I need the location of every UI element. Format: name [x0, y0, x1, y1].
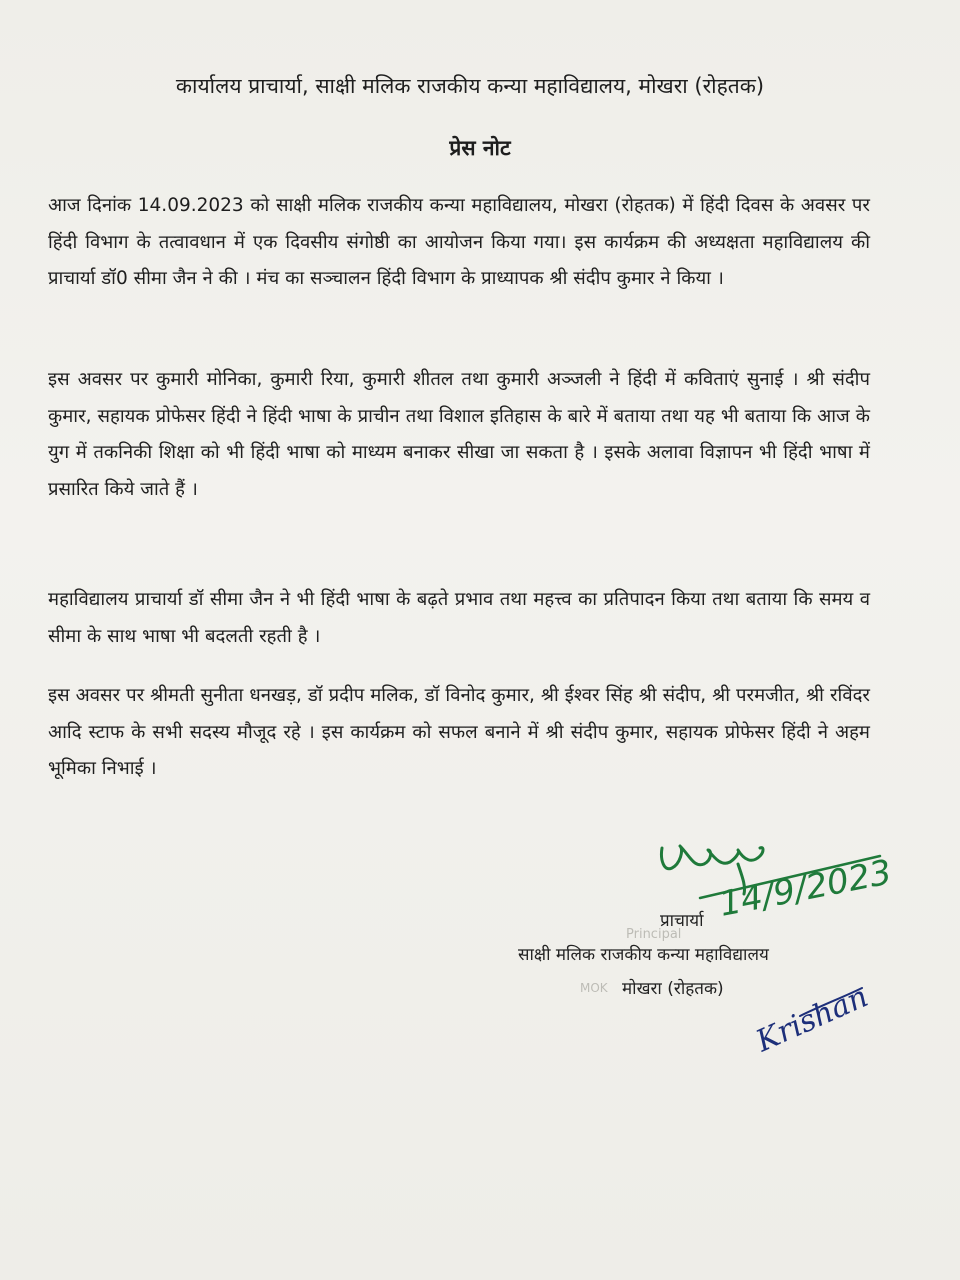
handwritten-date [716, 852, 895, 925]
college-name: साक्षी मलिक राजकीय कन्या महाविद्यालय [518, 945, 769, 965]
handwritten-signatures [0, 820, 960, 1080]
paragraph-1: आज दिनांक 14.09.2023 को साक्षी मलिक राजकीय कन्या महाविद्यालय, मोखरा (रोहतक) में हिंदी दिवस के अवसर पर हिंदी विभाग के तत्वावधान में एक दिवसीय संगोष्ठी का आयोजन किया गया। इस कार्यक्रम की अध्यक्षता महाविद्यालय की प्राचार्या डॉ0 सीमा जैन ने की । मंच का सञ्चालन हिंदी विभाग के प्राध्यापक श्री संदीप कुमार ने किया । [48, 195, 870, 289]
signature-block [0, 820, 960, 1080]
college-place: मोखरा (रोहतक) [622, 979, 724, 999]
svg-text:14/9/2023: 14/9/2023 [716, 852, 895, 925]
office-header: कार्यालय प्राचार्या, साक्षी मलिक राजकीय कन्या महाविद्यालय, मोखरा (रोहतक) [175, 74, 765, 98]
paragraph-3: महाविद्यालय प्राचार्या डॉ सीमा जैन ने भी हिंदी भाषा के बढ़ते प्रभाव तथा महत्त्व का प्रतिपादन किया तथा बताया कि समय व सीमा के साथ भाषा भी बदलती रहती है । [48, 589, 870, 647]
stamp-faint-mok: MOK [580, 981, 608, 995]
paragraph-2: इस अवसर पर कुमारी मोनिका, कुमारी रिया, कुमारी शीतल तथा कुमारी अञ्जली ने हिंदी में कविताएं सुनाई । श्री संदीप कुमार, सहायक प्रोफेसर हिंदी ने हिंदी भाषा के प्राचीन तथा विशाल इतिहास के बारे में बताया तथा यह भी बताया कि आज के युग में तकनिकी शिक्षा को भी हिंदी भाषा को माध्यम बनाकर सीखा जा सकता है । इसके अलावा विज्ञापन भी हिंदी भाषा में प्रसारित किये जाते हैं । [48, 369, 870, 500]
stamp-faint-principal: Principal [626, 927, 682, 942]
press-note-title: प्रेस नोट [449, 136, 511, 160]
designation: प्राचार्या [660, 911, 704, 931]
paragraph-4: इस अवसर पर श्रीमती सुनीता धनखड़, डॉ प्रदीप मलिक, डॉ विनोद कुमार, श्री ईश्वर सिंह श्री संदीप, श्री परमजीत, श्री रविंदर आदि स्टाफ के सभी सदस्य मौजूद रहे । इस कार्यक्रम को सफल बनाने में श्री संदीप कुमार, सहायक प्रोफेसर हिंदी ने अहम भूमिका निभाई । [48, 685, 870, 779]
svg-text:Krishan: Krishan [751, 979, 874, 1060]
